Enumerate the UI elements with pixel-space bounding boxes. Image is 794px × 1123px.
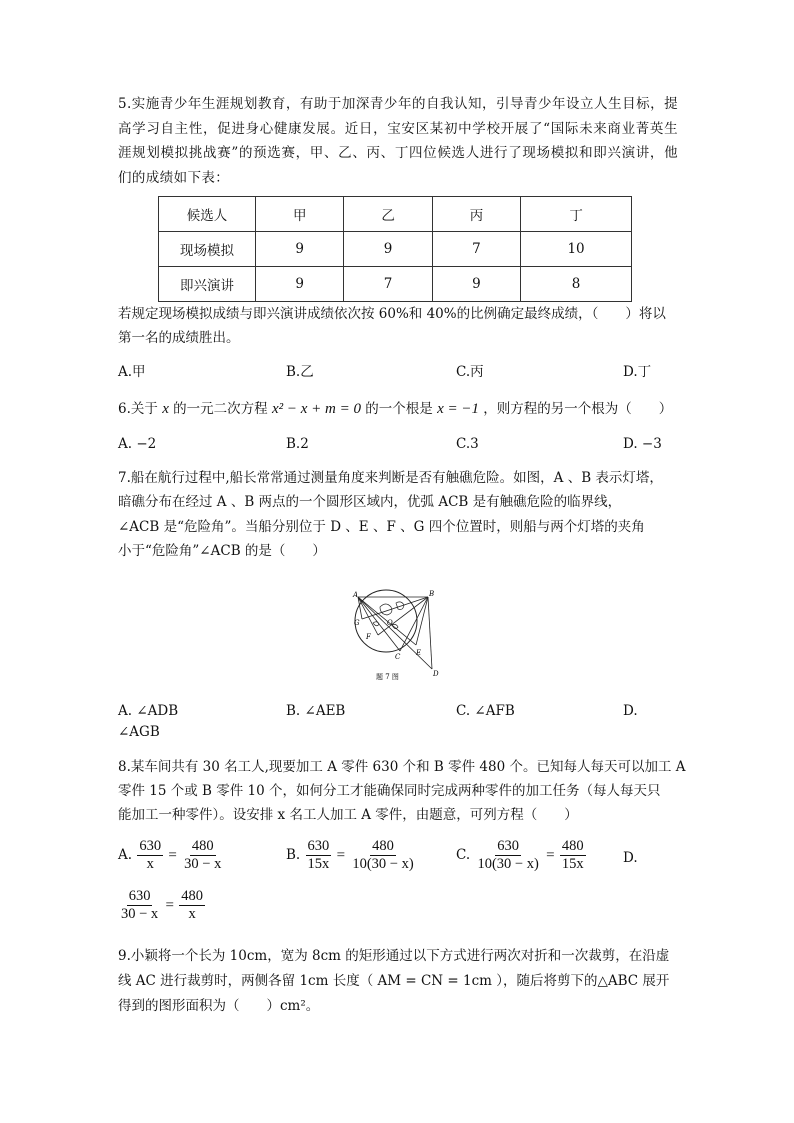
numerator: 480	[181, 888, 203, 904]
q8-option-b[interactable]	[286, 838, 417, 873]
q8-line-3: 能加工一种零件）。设安排 x 名工人加工 A 零件，由题意，可列方程（ ）	[118, 807, 578, 823]
denominator: 15x	[561, 856, 584, 872]
table-row	[159, 232, 632, 267]
denominator: 30 − x	[121, 906, 159, 922]
q8-line-1: 8.某车间共有 30 名工人,现要加工 A 零件 630 个和 B 零件 480 个。已知每人每天可以加工 A	[118, 759, 686, 775]
q7-option-a[interactable]: A. ∠ADB	[118, 703, 179, 719]
q6-stem	[118, 398, 672, 420]
q7-line-3: ∠ACB 是“危险角”。当船分别位于 D 、E 、F 、G 四个位置时，则船与两个灯塔的夹角	[118, 519, 645, 535]
table-cell: 即兴演讲	[159, 267, 256, 302]
fraction	[137, 838, 163, 873]
equals-sign: =	[168, 847, 177, 864]
option-label: A.	[118, 847, 133, 863]
q9-line-1: 9.小颖将一个长为 10cm，宽为 8cm 的矩形通过以下方式进行两次对折和一次裁剪，在沿虚	[118, 948, 670, 964]
equals-sign: =	[165, 897, 174, 914]
q6-equation: x² − x + m = 0	[271, 401, 361, 417]
table-row	[159, 267, 632, 302]
fraction	[182, 838, 223, 873]
table-header-cell: 乙	[344, 197, 432, 232]
q6-option-d[interactable]: D. −3	[623, 436, 662, 452]
q6-option-a[interactable]: A. −2	[118, 436, 157, 452]
equals-sign: =	[336, 847, 346, 864]
denominator: x	[188, 906, 196, 922]
option-label: B.	[286, 847, 301, 863]
q7-line-4: 小于“危险角”∠ACB 的是（ ）	[118, 543, 326, 559]
table-cell: 9	[344, 232, 432, 267]
numerator: 630	[139, 838, 162, 854]
table-cell: 10	[521, 232, 632, 267]
numerator: 480	[372, 838, 394, 854]
q8-option-d-expression[interactable]	[118, 888, 206, 923]
q6-option-c[interactable]: C.3	[456, 436, 479, 452]
numerator: 480	[191, 838, 214, 854]
table-cell: 7	[344, 267, 432, 302]
fraction	[119, 888, 160, 923]
q6-root: x = −1	[437, 401, 479, 417]
q8-line-2: 零件 15 个或 B 零件 10 个，如何分工才能确保同时完成两种零件的加工任务（每人每天只	[118, 783, 661, 799]
q6-text: ，则方程的另一个根为（ ）	[483, 401, 673, 417]
table-header-cell: 丁	[521, 197, 632, 232]
figure-label: C	[395, 653, 401, 661]
q7-option-c[interactable]: C. ∠AFB	[456, 703, 515, 719]
numerator: 630	[128, 888, 151, 904]
table-header-cell: 甲	[256, 197, 344, 232]
figure-label: G	[354, 619, 360, 627]
fraction	[306, 838, 332, 873]
numerator: 480	[561, 838, 584, 854]
table-header-cell: 候选人	[159, 197, 256, 232]
q6-text: 6.关于	[118, 401, 158, 417]
table-header-cell: 丙	[432, 197, 520, 232]
fraction	[560, 838, 586, 873]
denominator: x	[146, 856, 154, 872]
figure-label: O	[387, 619, 393, 627]
q7-line-1: 7.船在航行过程中,船长常常通过测量角度来判断是否有触礁危险。如图，A 、B 表示灯塔，	[118, 470, 663, 486]
table-cell: 9	[256, 232, 344, 267]
table-cell: 9	[256, 267, 344, 302]
figure-label: F	[366, 633, 371, 641]
numerator: 630	[497, 838, 519, 854]
q7-option-d-text[interactable]: ∠AGB	[118, 724, 160, 740]
q9-line-3: 得到的图形面积为（ ）cm²。	[118, 998, 320, 1014]
fraction	[179, 888, 205, 923]
equals-sign: =	[546, 847, 555, 864]
denominator: 30 − x	[184, 856, 222, 872]
table-cell: 8	[521, 267, 632, 302]
fraction	[475, 838, 540, 873]
figure-label: A	[353, 591, 359, 599]
q8-option-d[interactable]: D.	[623, 850, 638, 866]
fraction	[350, 838, 415, 873]
figure-label: D	[433, 670, 439, 678]
figure-caption: 题 7 图	[376, 673, 399, 681]
denominator: 10(30 − x)	[352, 856, 414, 872]
numerator: 630	[307, 838, 330, 854]
q6-variable: x	[162, 401, 169, 417]
figure-label: E	[416, 649, 422, 657]
q6-text: 的一个根是	[365, 401, 433, 417]
q7-option-b[interactable]: B. ∠AEB	[286, 703, 346, 719]
q6-text: 的一元二次方程	[173, 401, 268, 417]
q7-line-2: 暗礁分布在经过 A 、B 两点的一个圆形区域内，优弧 ACB 是有触礁危险的临界线，	[118, 494, 622, 510]
table-row	[159, 197, 632, 232]
q7-figure	[340, 585, 452, 685]
q5-after-line-1: 若规定现场模拟成绩与即兴演讲成绩依次按 60%和 40%的比例确定最终成绩，（ ）将以	[118, 306, 666, 322]
q5-stem: 5.实施青少年生涯规划教育，有助于加深青少年的自我认知，引导青少年设立人生目标，提高学习自主性，促进身心健康发展。近日，宝安区某初中学校开展了“国际未来商业菁英生涯规划模拟挑战赛”的预选赛，甲、乙、丙、丁四位候选人进行了现场模拟和即兴演讲，他们的成绩如下表：	[118, 96, 678, 186]
q5-after-line-2: 第一名的成绩胜出。	[118, 330, 240, 346]
score-table	[158, 196, 632, 302]
figure-label: B	[429, 590, 435, 598]
table-cell: 7	[432, 232, 520, 267]
q6-option-b[interactable]: B.2	[286, 436, 309, 452]
q8-option-a[interactable]	[118, 838, 224, 873]
table-cell: 9	[432, 267, 520, 302]
q5-option-d[interactable]: D.丁	[623, 364, 652, 380]
q9-line-2: 线 AC 进行裁剪时，两侧各留 1cm 长度（ AM = CN = 1cm ），随后将剪下的△ABC 展开	[118, 973, 670, 989]
option-label: C.	[456, 847, 471, 863]
denominator: 10(30 − x)	[477, 856, 539, 872]
q5-option-b[interactable]: B.乙	[286, 364, 314, 380]
q5-option-a[interactable]: A.甲	[118, 364, 146, 380]
table-cell: 现场模拟	[159, 232, 256, 267]
q8-option-c[interactable]	[456, 838, 587, 873]
q7-option-d[interactable]: D.	[623, 703, 638, 719]
q5-option-c[interactable]: C.丙	[456, 364, 484, 380]
denominator: 15x	[307, 856, 330, 872]
